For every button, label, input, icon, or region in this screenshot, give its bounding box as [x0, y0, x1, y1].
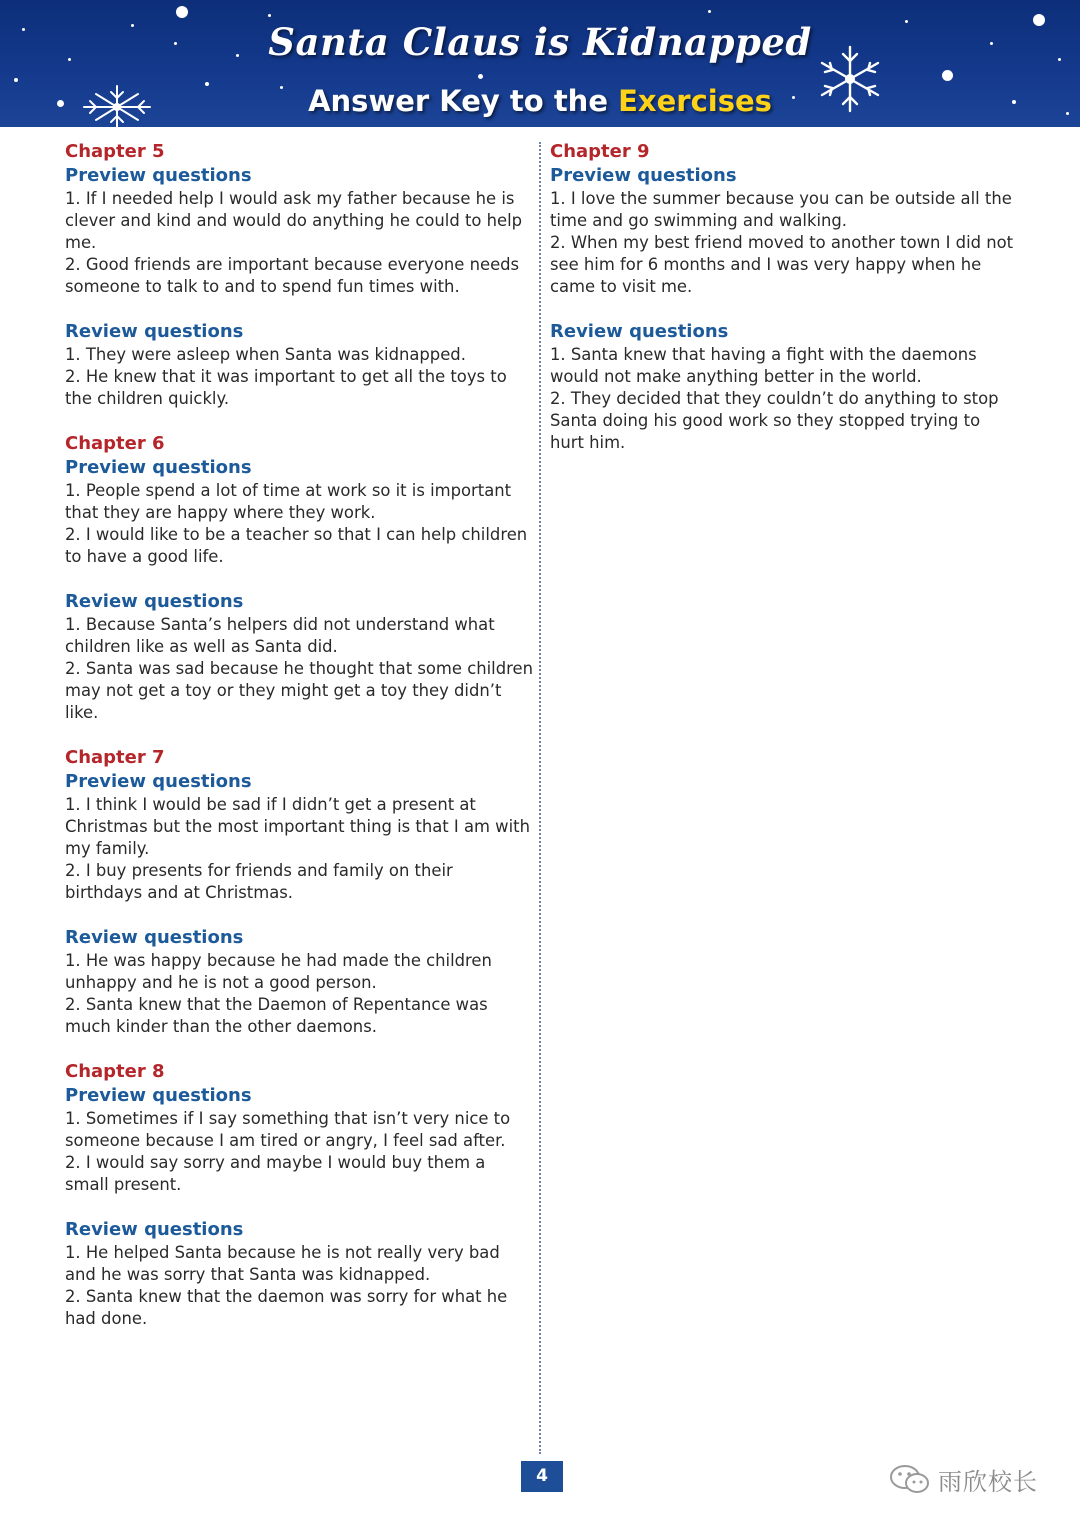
- page-subtitle: [0, 84, 1080, 118]
- answer-item: 2. They decided that they couldn’t do anything to stop Santa doing his good work so they stopped trying to hurt him.: [550, 389, 999, 452]
- star-dot: [942, 70, 953, 81]
- answer-item: 2. Good friends are important because everyone needs someone to talk to and to spend fun times with.: [65, 255, 520, 296]
- chapter-heading: Chapter 7: [65, 747, 165, 768]
- answer-item: 2. I would like to be a teacher so that I can help children to have a good life.: [65, 525, 528, 566]
- star-dot: [478, 74, 483, 79]
- preview-questions-heading: Preview questions: [65, 165, 252, 186]
- answer-item: 2. Santa was sad because he thought that some children may not get a toy or they might get a toy they didn’t like.: [65, 659, 533, 722]
- answer-item: 1. Sometimes if I say something that isn’t very nice to someone because I am tired or angry, I feel sad after.: [65, 1109, 511, 1150]
- answer-item: 1. I think I would be sad if I didn’t get a present at Christmas but the most important thing is that I am with my family.: [65, 795, 530, 858]
- preview-questions-heading: Preview questions: [65, 1085, 252, 1106]
- chapter-8-section: [65, 1060, 533, 1330]
- right-column: [550, 140, 1018, 454]
- chapter-7-section: [65, 746, 533, 1038]
- answer-item: 1. I love the summer because you can be outside all the time and go swimming and walking.: [550, 189, 1012, 230]
- watermark: [888, 1462, 1038, 1496]
- header-banner: [0, 0, 1080, 127]
- answer-item: 1. Santa knew that having a fight with the daemons would not make anything better in the world.: [550, 345, 977, 386]
- answer-item: 2. I would say sorry and maybe I would buy them a small present.: [65, 1153, 486, 1194]
- answer-item: 1. Because Santa’s helpers did not understand what children like as well as Santa did.: [65, 615, 495, 656]
- answer-item: 1. He helped Santa because he is not really very bad and he was sorry that Santa was kidnapped.: [65, 1243, 500, 1284]
- review-questions-heading: Review questions: [65, 927, 244, 948]
- preview-questions-heading: Preview questions: [65, 771, 252, 792]
- answer-item: 1. If I needed help I would ask my father because he is clever and kind and would do anything he could to help me.: [65, 189, 523, 252]
- preview-questions-heading: Preview questions: [550, 165, 737, 186]
- answer-item: 1. He was happy because he had made the children unhappy and he is not a good person.: [65, 951, 492, 992]
- chapter-9-section: [550, 140, 1018, 454]
- chapter-heading: Chapter 6: [65, 433, 165, 454]
- chapter-heading: Chapter 9: [550, 141, 650, 162]
- subtitle-highlight: Exercises: [618, 84, 772, 118]
- preview-questions-heading: Preview questions: [65, 457, 252, 478]
- answer-item: 2. Santa knew that the Daemon of Repentance was much kinder than the other daemons.: [65, 995, 488, 1036]
- review-questions-heading: Review questions: [65, 1219, 244, 1240]
- star-dot: [268, 14, 271, 17]
- column-divider: [539, 142, 541, 1454]
- chapter-heading: Chapter 5: [65, 141, 165, 162]
- review-questions-heading: Review questions: [65, 591, 244, 612]
- answer-item: 2. When my best friend moved to another town I did not see him for 6 months and I was very happy when he came to visit me.: [550, 233, 1014, 296]
- page-number: 4: [521, 1461, 563, 1492]
- answer-item: 2. He knew that it was important to get all the toys to the children quickly.: [65, 367, 507, 408]
- answer-item: 2. Santa knew that the daemon was sorry for what he had done.: [65, 1287, 508, 1328]
- chapter-heading: Chapter 8: [65, 1061, 165, 1082]
- star-dot: [176, 6, 188, 18]
- review-questions-heading: Review questions: [550, 321, 729, 342]
- answer-item: 2. I buy presents for friends and family on their birthdays and at Christmas.: [65, 861, 453, 902]
- review-questions-heading: Review questions: [65, 321, 244, 342]
- page-title: Santa Claus is Kidnapped: [268, 20, 812, 64]
- subtitle-text: Answer Key to the: [308, 84, 619, 118]
- answer-item: 1. People spend a lot of time at work so it is important that they are happy where they work.: [65, 481, 512, 522]
- answer-item: 1. They were asleep when Santa was kidnapped.: [65, 345, 466, 364]
- star-dot: [14, 78, 18, 82]
- wechat-icon: [888, 1463, 932, 1495]
- left-column: [65, 140, 533, 1330]
- chapter-5-section: [65, 140, 533, 410]
- watermark-text: 雨欣校长: [938, 1467, 1038, 1496]
- star-dot: [708, 10, 711, 13]
- chapter-6-section: [65, 432, 533, 724]
